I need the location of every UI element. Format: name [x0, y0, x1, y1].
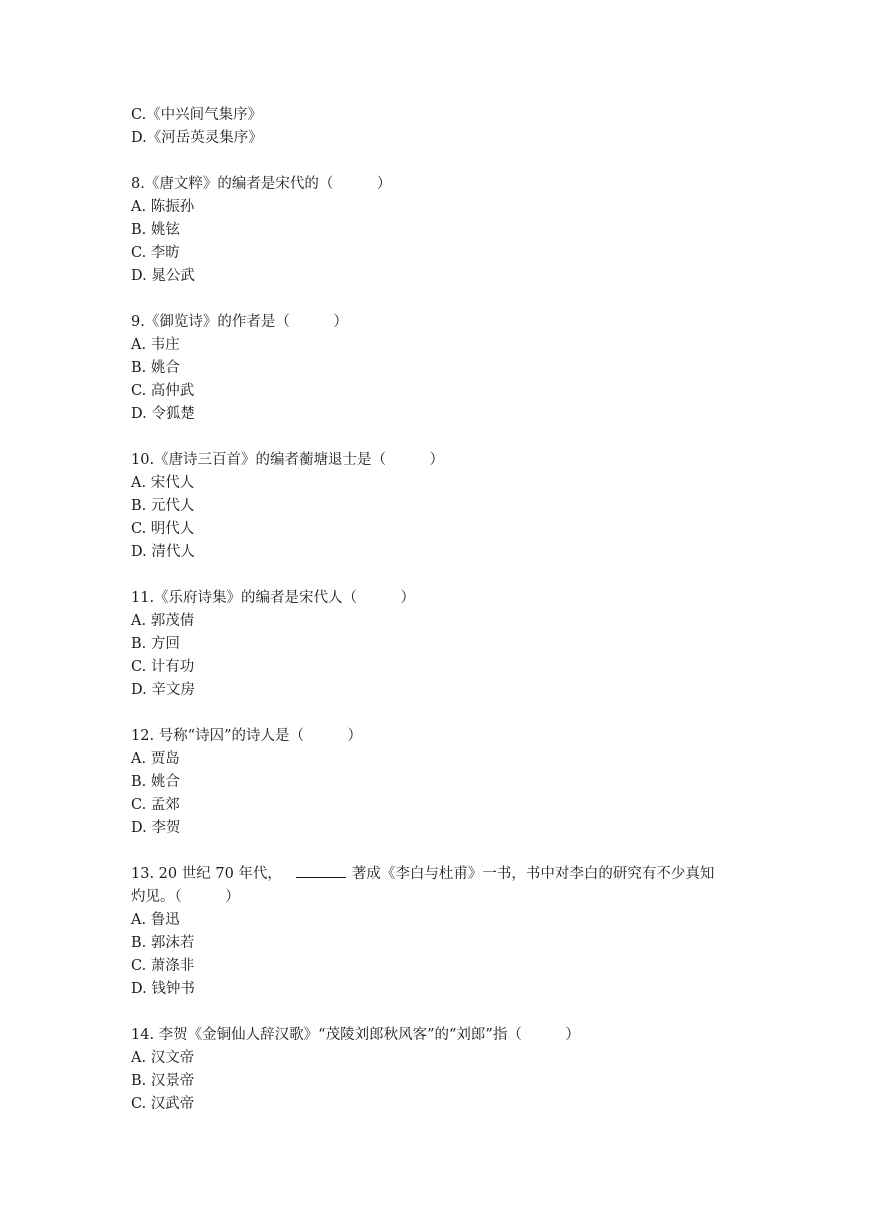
- question-8: [131, 173, 751, 288]
- question-stem: [131, 863, 751, 886]
- option-line: D.《河岳英灵集序》: [131, 130, 263, 146]
- stem-after-blank: 著成《李白与杜甫》一书，书中对李白的研究有不少真知: [351, 866, 715, 882]
- option-a: A. 汉文帝: [131, 1050, 195, 1066]
- option-c: C. 萧涤非: [131, 958, 195, 974]
- question-stem-continued: 灼见。（ ）: [131, 889, 240, 905]
- option-b: B. 方回: [131, 636, 180, 652]
- question-stem: 12. 号称“诗囚”的诗人是（ ）: [131, 728, 362, 744]
- option-d: D. 辛文房: [131, 682, 195, 698]
- question-13: [131, 863, 751, 1001]
- question-stem: 8.《唐文粹》的编者是宋代的（ ）: [131, 176, 392, 192]
- option-b: B. 元代人: [131, 498, 195, 514]
- question-stem: 14. 李贺《金铜仙人辞汉歌》“茂陵刘郎秋风客”的“刘郎”指（ ）: [131, 1027, 580, 1043]
- option-a: A. 韦庄: [131, 337, 180, 353]
- option-d: D. 钱钟书: [131, 981, 195, 997]
- question-7-continued: [131, 104, 751, 150]
- option-c: C. 高仲武: [131, 383, 195, 399]
- option-d: D. 清代人: [131, 544, 195, 560]
- option-c: C. 汉武帝: [131, 1096, 195, 1112]
- question-14: [131, 1024, 751, 1116]
- option-b: B. 郭沫若: [131, 935, 195, 951]
- option-b: B. 姚合: [131, 360, 180, 376]
- option-c: C. 明代人: [131, 521, 195, 537]
- question-12: [131, 725, 751, 840]
- question-9: [131, 311, 751, 426]
- question-list: [131, 104, 751, 1116]
- question-11: [131, 587, 751, 702]
- question-stem: 10.《唐诗三百首》的编者蘅塘退士是（ ）: [131, 452, 445, 468]
- option-d: D. 令狐楚: [131, 406, 195, 422]
- option-c: C. 李昉: [131, 245, 180, 261]
- option-d: D. 李贺: [131, 820, 181, 836]
- option-line: C.《中兴间气集序》: [131, 107, 263, 123]
- option-a: A. 郭茂倩: [131, 613, 195, 629]
- option-a: A. 贾岛: [131, 751, 180, 767]
- option-b: B. 姚铉: [131, 222, 180, 238]
- option-a: A. 陈振孙: [131, 199, 195, 215]
- question-stem: 11.《乐府诗集》的编者是宋代人（ ）: [131, 590, 416, 606]
- option-d: D. 晁公武: [131, 268, 195, 284]
- fill-in-blank: [296, 863, 346, 878]
- option-c: C. 计有功: [131, 659, 195, 675]
- option-c: C. 孟郊: [131, 797, 180, 813]
- option-b: B. 姚合: [131, 774, 180, 790]
- option-a: A. 宋代人: [131, 475, 195, 491]
- stem-before-blank: 13. 20 世纪 70 年代，: [131, 866, 282, 882]
- option-b: B. 汉景帝: [131, 1073, 195, 1089]
- question-10: [131, 449, 751, 564]
- question-stem: 9.《御览诗》的作者是（ ）: [131, 314, 348, 330]
- option-a: A. 鲁迅: [131, 912, 180, 928]
